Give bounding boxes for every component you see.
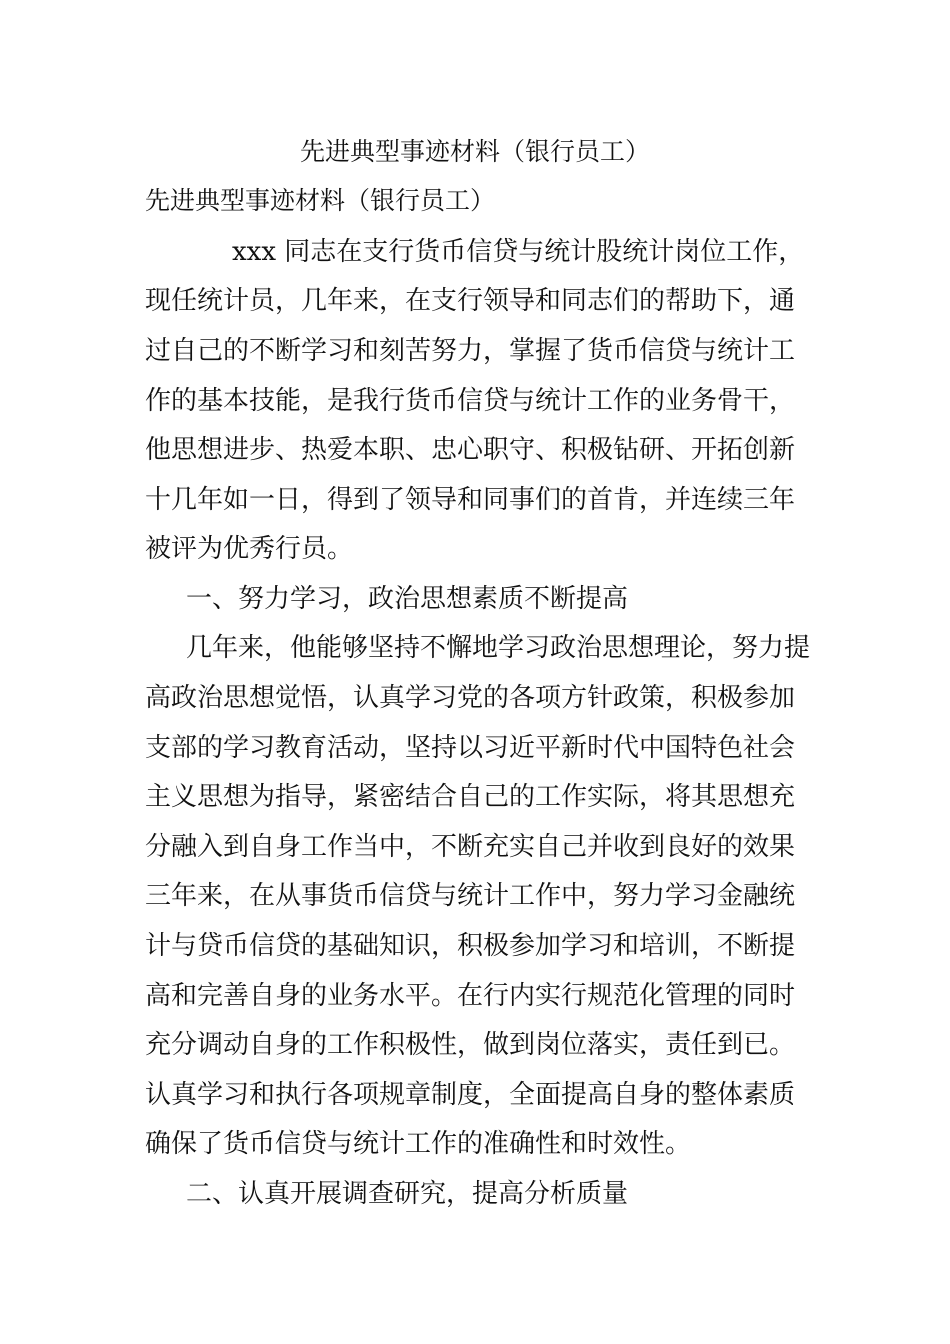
paragraph-line: 充分调动自身的工作积极性，做到岗位落实，责任到已。 (145, 1030, 796, 1060)
paragraph-line: 几年来，他能够坚持不懈地学习政治思想理论，努力提 (186, 633, 811, 663)
paragraph-line: 十几年如一日，得到了领导和同事们的首肯，并连续三年 (145, 485, 796, 515)
document-subtitle: 先进典型事迹材料（银行员工） (145, 186, 496, 215)
paragraph-line: 高政治思想觉悟，认真学习党的各项方针政策，积极参加 (145, 683, 796, 713)
paragraph-line: 确保了货币信贷与统计工作的准确性和时效性。 (145, 1129, 692, 1159)
document-title: 先进典型事迹材料（银行员工） (299, 137, 650, 166)
paragraph-line: 认真学习和执行各项规章制度，全面提高自身的整体素质 (145, 1080, 796, 1110)
paragraph-line: 支部的学习教育活动，坚持以习近平新时代中国特色社会 (145, 733, 796, 763)
section-heading: 一、努力学习，政治思想素质不断提高 (186, 584, 629, 614)
paragraph-line: 现任统计员，几年来，在支行领导和同志们的帮助下，通 (145, 286, 796, 316)
paragraph-line: 过自己的不断学习和刻苦努力，掌握了货币信贷与统计工 (145, 336, 796, 366)
paragraph-line: 被评为优秀行员。 (145, 534, 354, 564)
paragraph-line: 作的基本技能，是我行货币信贷与统计工作的业务骨干， (145, 386, 796, 416)
paragraph-line: 三年来，在从事货币信贷与统计工作中，努力学习金融统 (145, 881, 796, 911)
section-heading: 二、认真开展调查研究，提高分析质量 (186, 1179, 629, 1209)
paragraph-line: 他思想进步、热爱本职、忠心职守、积极钻研、开拓创新 (145, 435, 796, 465)
paragraph-line: 主义思想为指导，紧密结合自己的工作实际，将其思想充 (145, 782, 796, 812)
paragraph-line: 高和完善自身的业务水平。在行内实行规范化管理的同时 (145, 981, 796, 1011)
paragraph-line: 分融入到自身工作当中，不断充实自己并收到良好的效果 (145, 832, 796, 862)
paragraph-line: xxx 同志在支行货币信贷与统计股统计岗位工作， (232, 237, 805, 267)
paragraph-line: 计与贷币信贷的基础知识，积极参加学习和培训，不断提 (145, 931, 796, 961)
